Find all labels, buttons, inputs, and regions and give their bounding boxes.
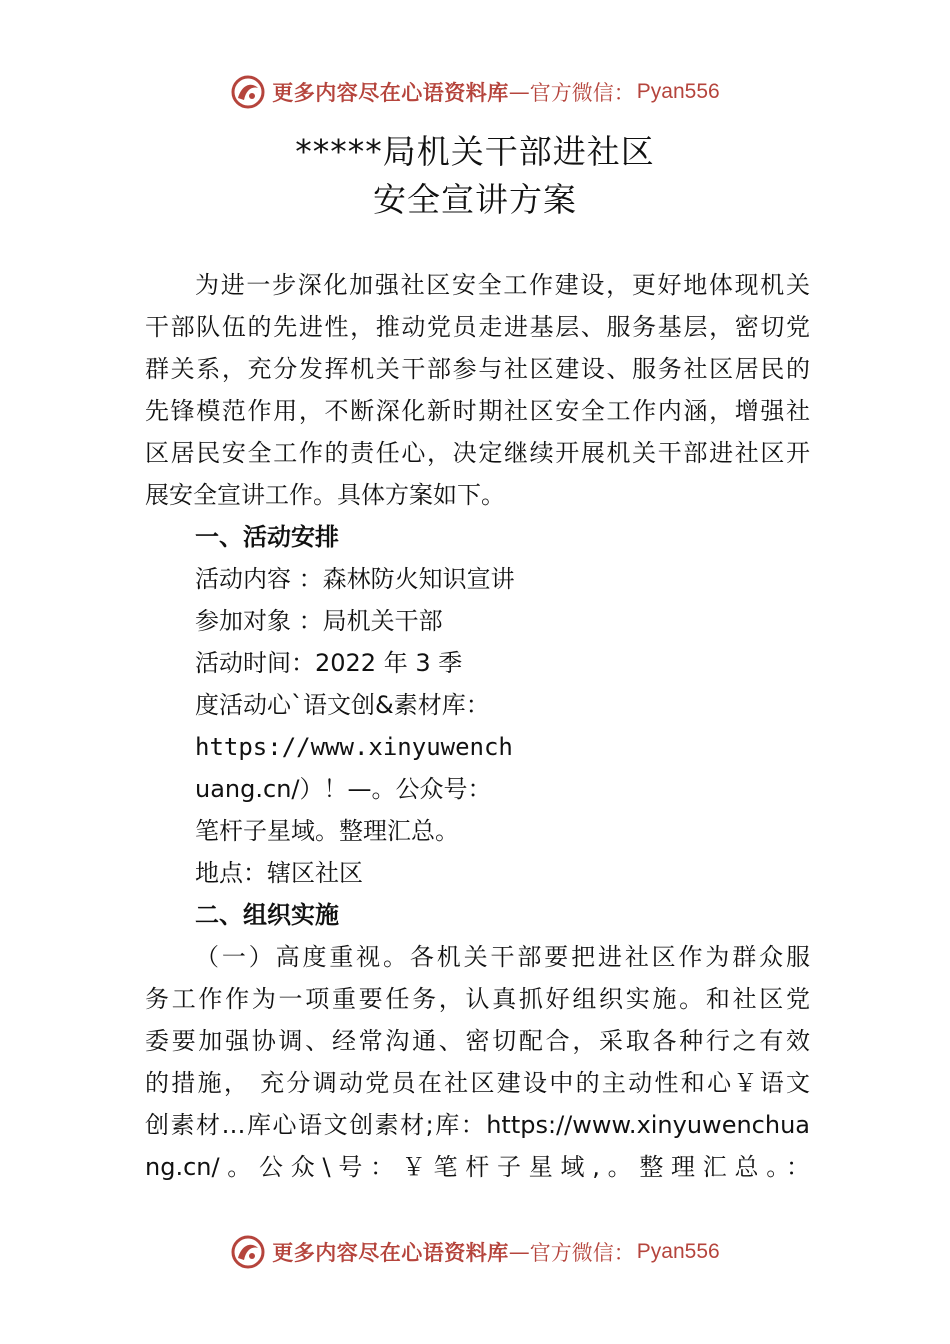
section2-line: （一）高度重视。各机关干部要把进社区作为群众服 (195, 943, 810, 971)
document-body (145, 264, 810, 1188)
watermark-dash: — (508, 80, 530, 104)
intro-line: 群关系，充分发挥机关干部参与社区建设、服务社区居民的 (145, 355, 810, 383)
brand-logo-icon (230, 74, 266, 110)
section2-line: 创素材…库心语文创素材;库：https://www.xinyuwenchua (145, 1111, 810, 1139)
activity-content: 活动内容 ：森林防火知识宣讲 (195, 565, 515, 593)
section2-line: 务工作作为一项重要任务，认真抓好组织实施。和社区党 (145, 985, 810, 1013)
section2-heading: 二、组织实施 (195, 901, 339, 929)
watermark-text: 更多内容尽在心语资料库 (272, 80, 509, 105)
document-title-line1: *****局机关干部进社区 (295, 132, 655, 171)
section1-line: 度活动心`语文创&素材库： (195, 691, 490, 719)
intro-line: 为进一步深化加强社区安全工作建设，更好地体现机关 (195, 271, 810, 299)
section1-line: 笔杆子星域。整理汇总。 (195, 817, 459, 845)
section1-heading: 一、活动安排 (195, 523, 339, 551)
watermark-banner-top (0, 72, 950, 112)
brand-logo-icon (230, 1234, 266, 1270)
section1-line: uang.cn/）！—。公众号： (195, 775, 492, 803)
section2-line: 委要加强协调、经常沟通、密切配合，采取各种行之有效 (145, 1027, 810, 1055)
intro-line: 展安全宣讲工作。具体方案如下。 (145, 481, 505, 509)
document-title-line2: 安全宣讲方案 (373, 180, 577, 219)
intro-line: 区居民安全工作的责任心，决定继续开展机关干部进社区开 (145, 439, 810, 467)
section2-line: ng.cn/。公众\号：￥笔杆子星域,。整理汇总。： (145, 1153, 810, 1181)
watermark-banner-bottom (0, 1232, 950, 1272)
section2-line: 的措施， 充分调动党员在社区建设中的主动性和心￥语文 (145, 1069, 810, 1097)
watermark-label: 官方微信： (529, 1241, 635, 1265)
watermark-wechat-id: Pyan556 (636, 1240, 720, 1263)
watermark-wechat-id: Pyan556 (636, 80, 720, 103)
intro-line: 先锋模范作用，不断深化新时期社区安全工作内涵，增强社 (145, 397, 810, 425)
watermark-dash: — (508, 1240, 530, 1264)
section1-url-line: https://www.xinyuwench (195, 733, 513, 761)
participants: 参加对象 ：局机关干部 (195, 607, 443, 635)
activity-time: 活动时间：2022 年 3 季 (195, 649, 463, 677)
watermark-text: 更多内容尽在心语资料库 (272, 1240, 509, 1265)
watermark-label: 官方微信： (529, 81, 635, 105)
intro-line: 干部队伍的先进性，推动党员走进基层、服务基层，密切党 (145, 313, 810, 341)
location: 地点：辖区社区 (195, 859, 363, 887)
